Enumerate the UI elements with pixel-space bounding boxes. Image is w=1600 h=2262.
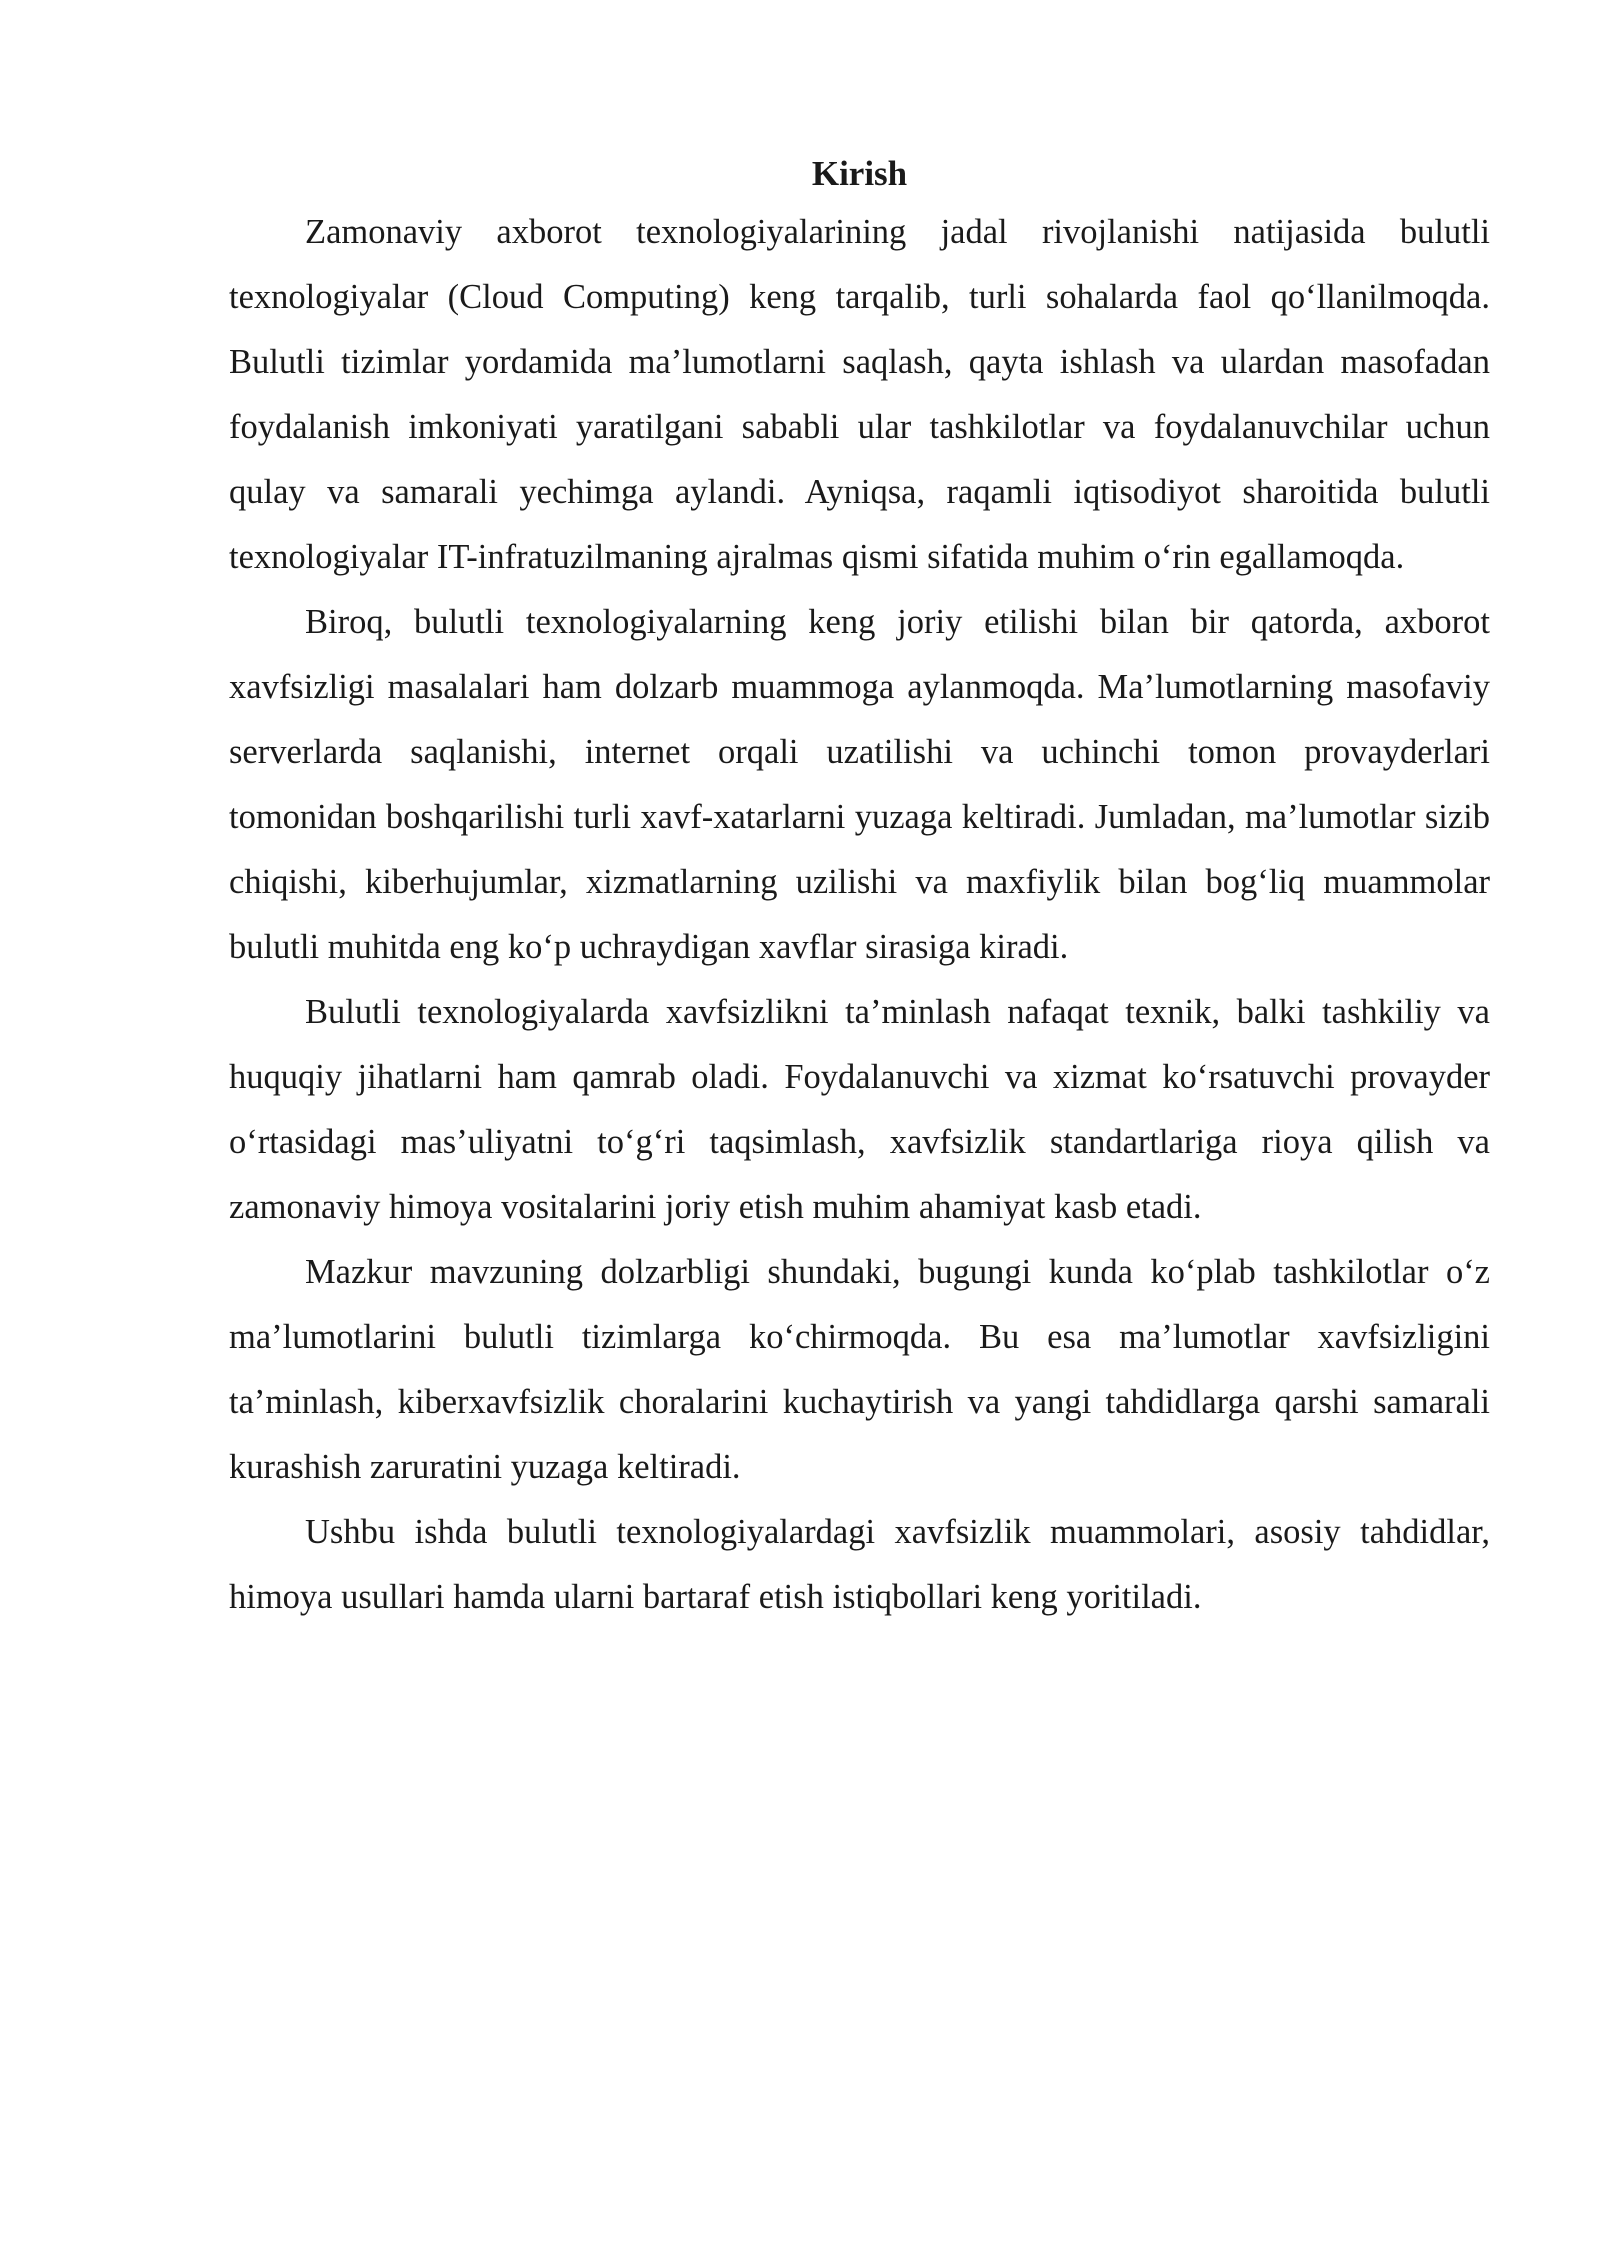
paragraph-4: Mazkur mavzuning dolzarbligi shundaki, bugungi kunda ko‘plab tashkilotlar o‘z ma’lumotlarini bulutli tizimlarga ko‘chirmoqda. Bu esa ma’lumotlar xavfsizligini ta’minlash, kiberxavfsizlik choralarini kuchaytirish va yangi tahdidlarga qarshi samarali kurashish zaruratini yuzaga keltiradi. [229,1253,1490,1486]
page-title: Kirish [811,154,908,193]
paragraph-3: Bulutli texnologiyalarda xavfsizlikni ta’minlash nafaqat texnik, balki tashkiliy va huquqiy jihatlarni ham qamrab oladi. Foydalanuvchi va xizmat ko‘rsatuvchi provayder o‘rtasidagi mas’uliyatni to‘g‘ri taqsimlash, xavfsizlik standartlariga rioya qilish va zamonaviy himoya vositalarini joriy etish muhim ahamiyat kasb etadi. [229,993,1490,1226]
document-body [229,148,1490,1630]
paragraph-1: Zamonaviy axborot texnologiyalarining jadal rivojlanishi natijasida bulutli texnologiyalar (Cloud Computing) keng tarqalib, turli sohalarda faol qo‘llanilmoqda. Bulutli tizimlar yordamida ma’lumotlarni saqlash, qayta ishlash va ulardan masofadan foydalanish imkoniyati yaratilgani sababli ular tashkilotlar va foydalanuvchilar uchun qulay va samarali yechimga aylandi. Ayniqsa, raqamli iqtisodiyot sharoitida bulutli texnologiyalar IT-infratuzilmaning ajralmas qismi sifatida muhim o‘rin egallamoqda. [229,213,1490,576]
paragraph-5: Ushbu ishda bulutli texnologiyalardagi xavfsizlik muammolari, asosiy tahdidlar, himoya usullari hamda ularni bartaraf etish istiqbollari keng yoritiladi. [229,1513,1490,1616]
paragraph-2: Biroq, bulutli texnologiyalarning keng joriy etilishi bilan bir qatorda, axborot xavfsizligi masalalari ham dolzarb muammoga aylanmoqda. Ma’lumotlarning masofaviy serverlarda saqlanishi, internet orqali uzatilishi va uchinchi tomon provayderlari tomonidan boshqarilishi turli xavf-xatarlarni yuzaga keltiradi. Jumladan, ma’lumotlar sizib chiqishi, kiberhujumlar, xizmatlarning uzilishi va maxfiylik bilan bog‘liq muammolar bulutli muhitda eng ko‘p uchraydigan xavflar sirasiga kiradi. [229,603,1490,966]
